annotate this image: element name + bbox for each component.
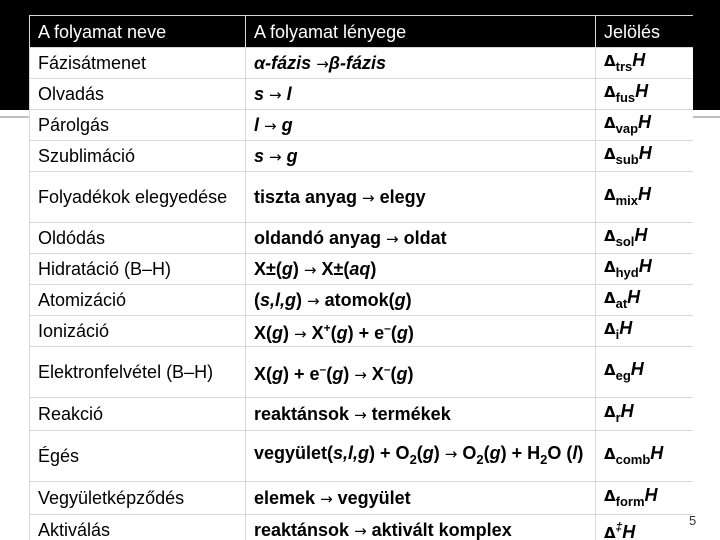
table-container [29,15,693,540]
arrow-icon: → [320,489,333,508]
arrow-icon: → [386,229,399,248]
process-essence: oldandó anyag → oldat [246,223,596,254]
process-essence: s → l [246,79,596,110]
process-name: Aktiválás [30,515,246,540]
arrow-icon: → [354,405,367,424]
process-essence: X(g) → X+(g) + e–(g) [246,316,596,347]
notation: $\Delta_{at}H$ [596,285,694,316]
table-row [30,223,694,254]
process-name: Elektronfelvétel (B–H) [30,347,246,398]
process-name: Vegyületképződés [30,482,246,515]
table-row [30,431,694,482]
header-row [30,16,694,48]
process-essence: (s,l,g) → atomok(g) [246,285,596,316]
notation: $\Delta_{eg}H$ [596,347,694,398]
delta-symbol: Δ [604,185,616,204]
table-row [30,79,694,110]
arrow-icon: → [354,521,367,540]
table-row [30,347,694,398]
arrow-icon: → [354,366,367,384]
page-number: 5 [689,513,697,528]
notation: $\Delta_{fus}H$ [596,79,694,110]
table-row [30,254,694,285]
table-row [30,48,694,79]
process-essence: reaktánsok → termékek [246,398,596,431]
arrow-icon: → [294,325,307,343]
notation: $\Delta_{form}H$ [596,482,694,515]
delta-symbol: Δ [604,444,616,463]
process-essence: X±(g) → X±(aq) [246,254,596,285]
process-name: Szublimáció [30,141,246,172]
arrow-icon: → [362,188,375,207]
process-name: Fázisátmenet [30,48,246,79]
notation: Δ‡H [596,515,694,540]
delta-symbol: Δ [604,82,616,101]
arrow-icon: → [303,260,317,279]
delta-symbol: Δ [604,402,616,421]
notation: $\Delta_rH$ [596,398,694,431]
delta-symbol: Δ [604,113,616,132]
arrow-icon: → [269,85,282,104]
notation: $\Delta_{sol}H$ [596,223,694,254]
delta-symbol: Δ [604,360,616,379]
delta-symbol: Δ [604,226,616,245]
process-name: Párolgás [30,110,246,141]
notation: $\Delta_{comb}H$ [596,431,694,482]
notation: $\Delta_{sub}H$ [596,141,694,172]
process-name: Ionizáció [30,316,246,347]
table-row [30,515,694,540]
notation: $\Delta_iH$ [596,316,694,347]
process-essence: α-fázis →β-fázis [246,48,596,79]
process-essence: reaktánsok → aktivált komplex [246,515,596,540]
process-essence: elemek → vegyület [246,482,596,515]
delta-symbol: Δ [604,319,616,338]
process-essence: X(g) + e–(g) → X–(g) [246,347,596,398]
header-notation: Jelölés [596,16,694,48]
table-row [30,482,694,515]
table-row [30,285,694,316]
process-name: Reakció [30,398,246,431]
process-name: Oldódás [30,223,246,254]
notation: $\Delta_{hyd}H$ [596,254,694,285]
process-name: Olvadás [30,79,246,110]
notation: $\Delta_{mix}H$ [596,172,694,223]
process-essence: l → g [246,110,596,141]
delta-symbol: Δ [604,144,616,163]
delta-symbol: Δ [604,288,616,307]
arrow-icon: → [269,147,282,166]
arrow-icon: → [264,116,277,135]
process-name: Égés [30,431,246,482]
arrow-icon: → [316,54,329,73]
notation: $\Delta_{vap}H$ [596,110,694,141]
table-row [30,172,694,223]
arrow-icon: → [307,291,320,310]
table-row [30,110,694,141]
notation: $\Delta_{trs}H$ [596,48,694,79]
arrow-icon: → [444,444,458,463]
delta-symbol: Δ [604,524,616,540]
delta-symbol: Δ [604,51,616,70]
delta-symbol: Δ [604,257,616,276]
process-name: Hidratáció (B–H) [30,254,246,285]
delta-symbol: Δ [604,486,616,505]
process-essence: s → g [246,141,596,172]
process-name: Atomizáció [30,285,246,316]
process-essence: tiszta anyag → elegy [246,172,596,223]
header-process-name: A folyamat neve [30,16,246,48]
process-name: Folyadékok elegyedése [30,172,246,223]
table-row [30,398,694,431]
process-essence: vegyület(s,l,g) + $O_2(g) \to O_2(g) + H_2O$ (l) [246,431,596,482]
table-row [30,141,694,172]
table-row [30,316,694,347]
header-process-essence: A folyamat lényege [246,16,596,48]
processes-table [29,15,693,540]
